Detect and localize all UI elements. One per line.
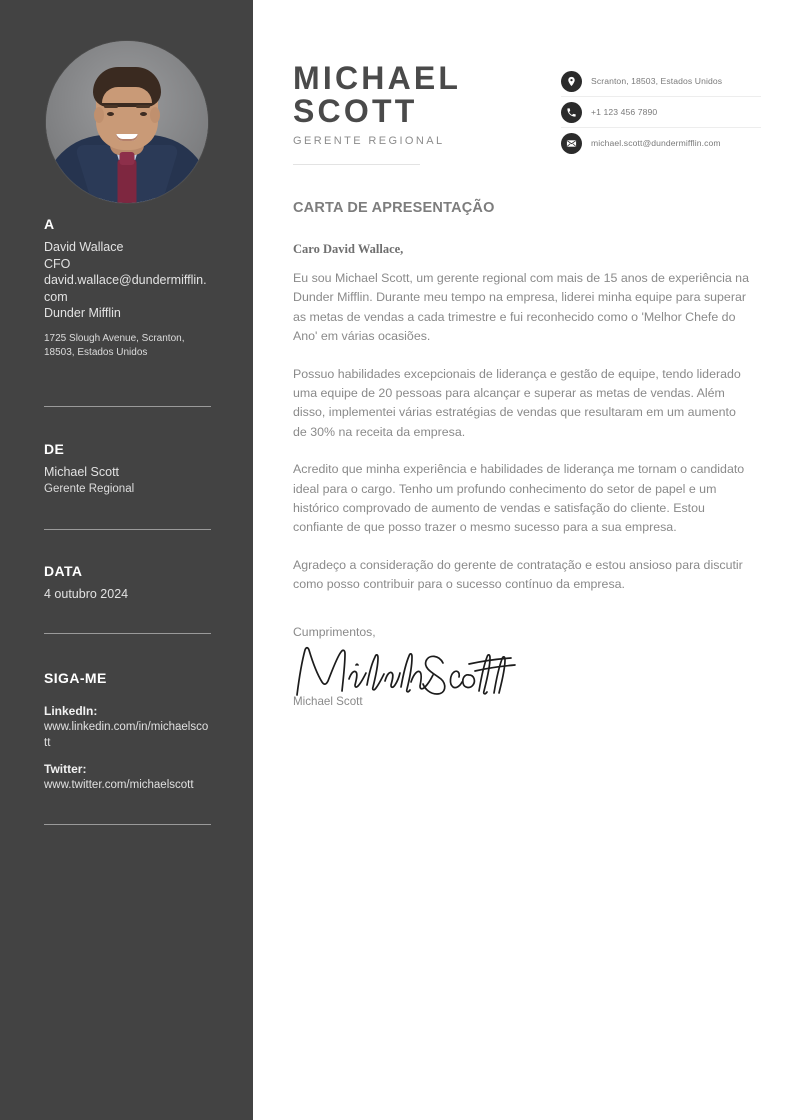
recipient-section	[44, 216, 211, 360]
sender-title: Gerente Regional	[44, 482, 135, 495]
phone-icon	[561, 102, 582, 123]
recipient-name: David Wallace	[44, 240, 124, 254]
photo-ear-left	[94, 107, 104, 123]
envelope-icon	[561, 133, 582, 154]
contact-email-text: michael.scott@dundermifflin.com	[591, 138, 721, 148]
name-underline	[293, 164, 420, 165]
signature-image	[293, 641, 533, 699]
follow-heading: SIGA-ME	[44, 670, 107, 686]
twitter-url[interactable]: www.twitter.com/michaelscott	[44, 779, 194, 791]
contact-row-location[interactable]	[561, 66, 761, 97]
photo-brow-right	[136, 105, 150, 108]
date-value: 4 outubro 2024	[44, 587, 129, 601]
photo-hair	[93, 67, 161, 107]
photo-tie-knot	[120, 152, 135, 165]
letter-closing: Cumprimentos,	[293, 624, 376, 639]
sidebar	[0, 0, 253, 1120]
letter-paragraph-3: Acredito que minha experiência e habilidades de liderança me tornam o candidato ideal para o cargo. Tenho um profundo conhecimento do setor de papel e um histórico comprovado de aumento de vendas e satisfação do cliente. Estou confiante de que posso trazer o mesmo sucesso para a sua empresa.	[293, 462, 745, 535]
date-section	[44, 563, 211, 603]
job-title: GERENTE REGIONAL	[293, 135, 445, 147]
contact-block	[561, 66, 761, 158]
twitter-label: Twitter:	[44, 762, 87, 776]
follow-section	[44, 670, 211, 794]
contact-location-text: Scranton, 18503, Estados Unidos	[591, 76, 723, 86]
sender-heading: DE	[44, 441, 65, 457]
letter-paragraph-2: Possuo habilidades excepcionais de liderança e gestão de equipe, tendo liderado uma equipe de 20 pessoas para alcançar e superar as metas de vendas. Além disso, implementei várias estratégias de vendas que resultaram em um aumento de 30% na receita da empresa.	[293, 366, 741, 439]
letter-body	[293, 200, 753, 708]
letter-paragraph-1: Eu sou Michael Scott, um gerente regional com mais de 15 anos de experiência na Dunder Mifflin. Durante meu tempo na empresa, liderei minha equipe para superar as metas de vendas a cada trimestre e fui reconhecido como o 'Melhor Chefe do Ano' em várias ocasiões.	[293, 271, 749, 344]
divider-date	[44, 633, 211, 634]
spacer	[44, 693, 211, 703]
main-content	[253, 0, 794, 1120]
name-block	[293, 62, 508, 147]
linkedin-url[interactable]: www.linkedin.com/in/michaelscott	[44, 721, 209, 749]
profile-photo	[46, 41, 208, 203]
letter-paragraph-4: Agradeço a consideração do gerente de contratação e estou ansioso para discutir como posso contribuir para o sucesso contínuo da empresa.	[293, 557, 743, 592]
first-name: MICHAEL	[293, 60, 462, 96]
letter-title: CARTA DE APRESENTAÇÃO	[293, 200, 495, 216]
photo-brow-left	[104, 105, 118, 108]
spacer	[44, 751, 211, 761]
signed-name: Michael Scott	[293, 694, 363, 708]
photo-eye-left	[107, 112, 114, 116]
sender-section	[44, 441, 211, 497]
follow-item-twitter[interactable]	[44, 761, 211, 794]
linkedin-label: LinkedIn:	[44, 704, 98, 718]
sender-name: Michael Scott	[44, 465, 120, 479]
divider-recipient	[44, 406, 211, 407]
divider-sender	[44, 529, 211, 530]
follow-item-linkedin[interactable]	[44, 703, 211, 751]
recipient-address: 1725 Slough Avenue, Scranton, 18503, Estados Unidos	[44, 332, 185, 358]
recipient-company: Dunder Mifflin	[44, 306, 121, 320]
contact-phone-text: +1 123 456 7890	[591, 107, 658, 117]
photo-mouth	[116, 134, 138, 141]
spacer	[44, 322, 211, 332]
date-heading: DATA	[44, 563, 83, 579]
last-name: SCOTT	[293, 93, 418, 129]
letter-salutation: Caro David Wallace,	[293, 242, 404, 256]
location-pin-icon	[561, 71, 582, 92]
recipient-title: CFO	[44, 256, 71, 271]
recipient-email: david.wallace@dundermifflin.com	[44, 273, 207, 304]
contact-row-phone[interactable]	[561, 97, 761, 128]
photo-ear-right	[150, 107, 160, 123]
photo-tie	[118, 159, 137, 203]
profile-photo-circle	[46, 41, 208, 203]
contact-row-email[interactable]	[561, 128, 761, 158]
recipient-heading: A	[44, 216, 55, 232]
divider-follow	[44, 824, 211, 825]
photo-eye-right	[140, 112, 147, 116]
